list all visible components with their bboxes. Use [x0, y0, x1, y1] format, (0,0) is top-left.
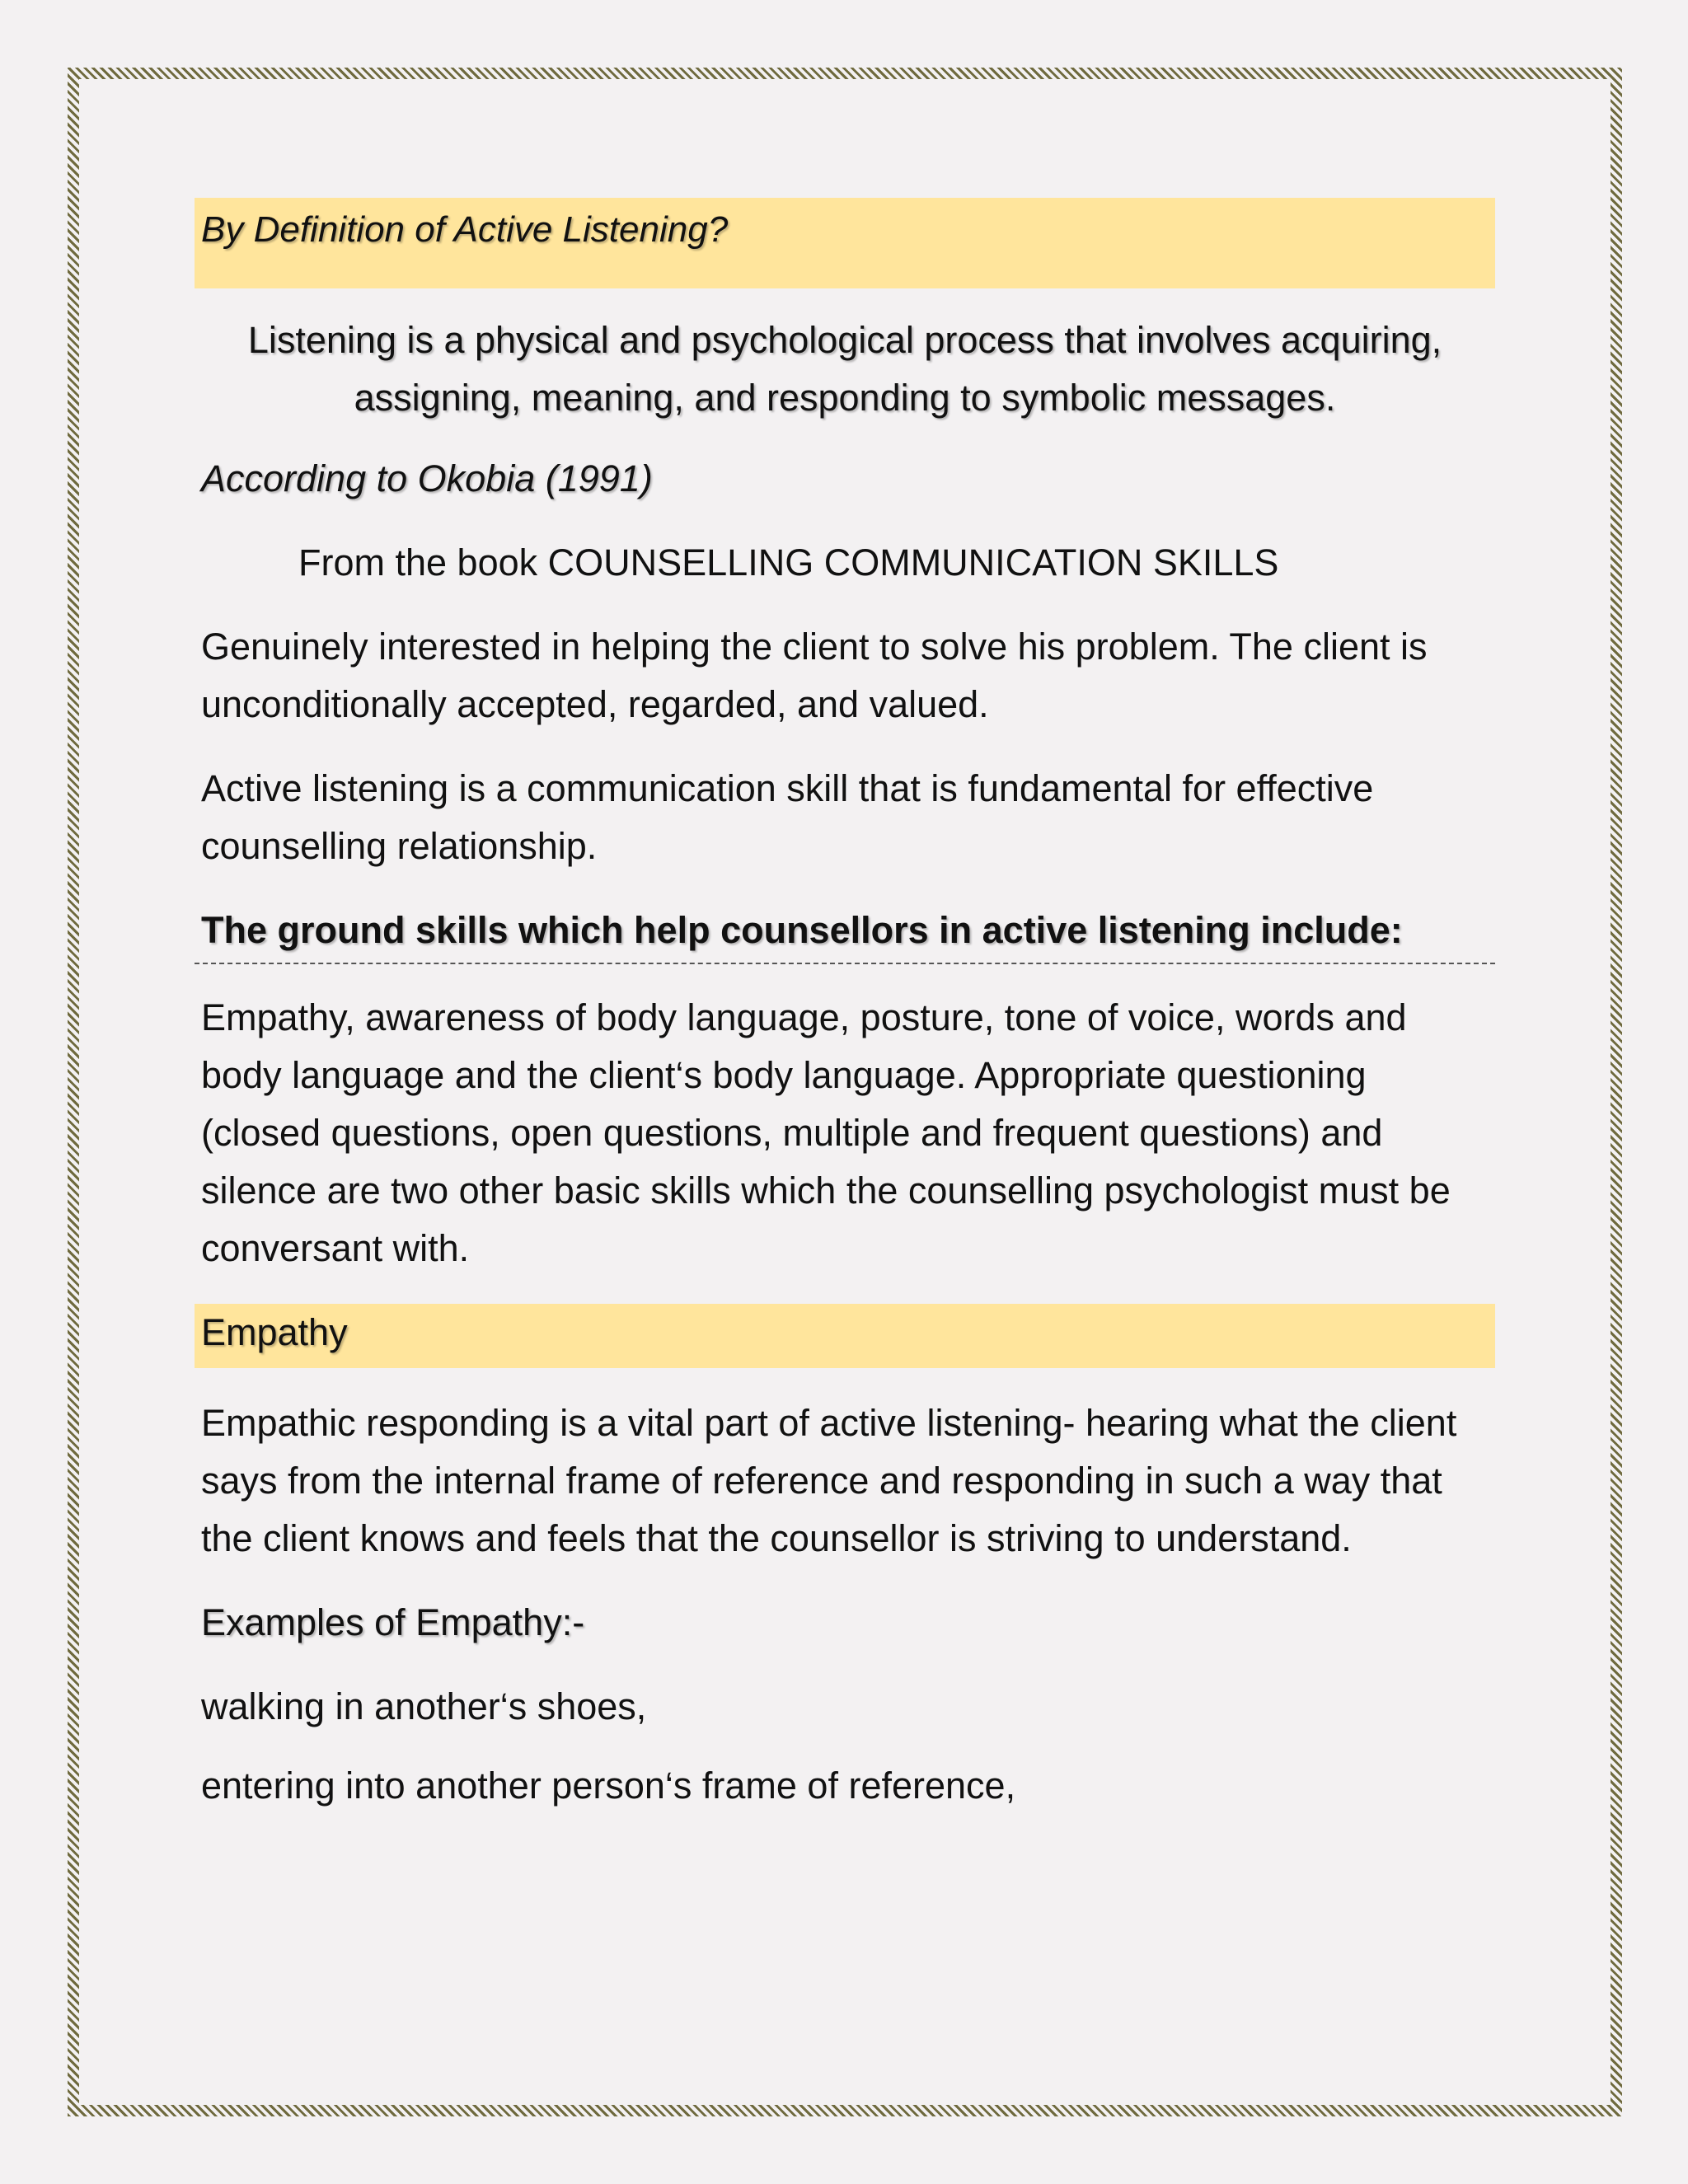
empathy-paragraph: Empathic responding is a vital part of active listening- hearing what the client says from the internal frame of reference and responding in such a way that the client knows and feels that the counsellor is striving to understand.: [201, 1402, 1457, 1559]
genuine-interest-paragraph: Genuinely interested in helping the client to solve his problem. The client is unconditionally accepted, regarded, and valued.: [201, 626, 1428, 725]
ground-skills-paragraph: Empathy, awareness of body language, posture, tone of voice, words and body language and the client‘s body language. Appropriate questioning (closed questions, open questions, multiple and frequent questions) and silence are two other basic skills which the counselling psychologist must be conversant with.: [201, 996, 1451, 1269]
examples-heading: Examples of Empathy:-: [201, 1601, 585, 1643]
empathy-heading: Empathy: [195, 1304, 1495, 1368]
book-reference: From the book COUNSELLING COMMUNICATION SKILLS: [298, 541, 1279, 583]
definition-heading: By Definition of Active Listening?: [195, 198, 1495, 288]
dashed-divider: [195, 963, 1495, 964]
citation: According to Okobia (1991): [201, 457, 653, 499]
definition-text: Listening is a physical and psychological process that involves acquiring, assigning, meaning, and responding to symbolic messages.: [247, 319, 1442, 419]
document-content: [195, 198, 1495, 1815]
ground-skills-heading: The ground skills which help counsellors in active listening include:: [201, 909, 1403, 951]
example-item: walking in another‘s shoes,: [201, 1685, 647, 1727]
example-item: entering into another person‘s frame of reference,: [201, 1765, 1016, 1807]
active-listening-paragraph: Active listening is a communication skill that is fundamental for effective counselling relationship.: [201, 767, 1374, 867]
